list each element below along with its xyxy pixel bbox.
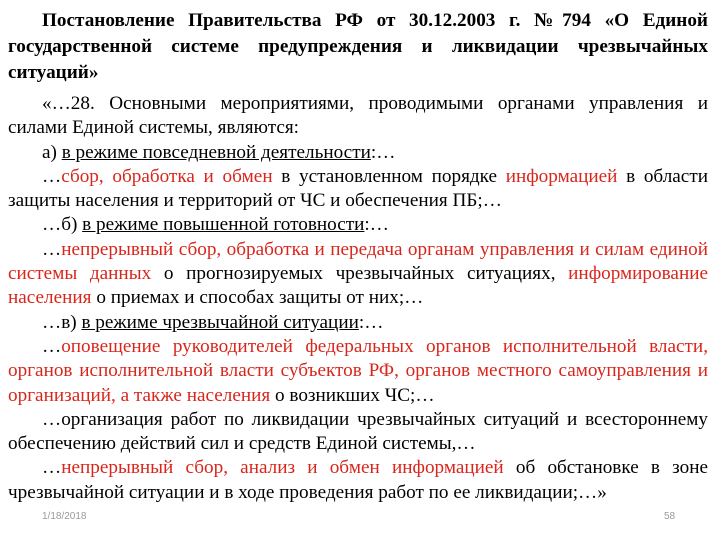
mode-c-item-3-lead: … [42,457,62,479]
mode-b-item-highlight-1: непрерывный сбор, обработка и передача органам управления и силам единой системы данных [8,238,708,285]
mode-b-name: в режиме повышенной готовности [82,214,365,236]
mode-b-item [8,238,708,311]
mode-a-item-highlight-2: информацией [505,165,618,187]
footer-page-number: 58 [664,511,676,522]
mode-c-item-2: …организация работ по ликвидации чрезвычайных ситуаций и всестороннему обеспечению действий сил и средств Единой системы,… [8,408,708,455]
mode-a-item-tail: в области защиты населения и территорий от ЧС и обеспечения ПБ;… [8,165,708,212]
mode-a-item-mid: в установленном порядке [272,165,506,187]
mode-a-heading [8,141,708,165]
mode-b-heading [8,213,708,237]
mode-c-item [8,335,708,408]
slide-content [8,8,708,505]
mode-b-prefix: …б) [42,214,83,236]
mode-b-item-mid: о прогнозируемых чрезвычайных ситуациях, [151,263,569,285]
mode-c-item-3-tail: об обстановке в зоне чрезвычайной ситуации и в ходе проведения работ по ее ликвидации;…» [8,457,708,503]
mode-b-suffix: :… [364,214,389,236]
intro-paragraph: «…28. Основными мероприятиями, проводимыми органами управления и силами Единой системы, являются: [8,93,708,139]
mode-a-name: в режиме повседневной деятельности [61,141,371,163]
mode-c-item-tail: о возникших ЧС;… [270,384,435,406]
mode-c-item-3-highlight: непрерывный сбор, анализ и обмен информацией [61,457,504,479]
mode-c-prefix: …в) [42,311,82,333]
mode-a-prefix: а) [42,141,62,163]
mode-c-heading [8,311,708,335]
mode-a-item-highlight-1: сбор, обработка и обмен [61,165,273,187]
mode-b-item-tail: о приемах и способах защиты от них;… [91,287,424,309]
mode-a-item-lead: … [42,165,62,187]
mode-a-item [8,165,708,214]
mode-c-item-lead: … [42,335,62,357]
document-title: Постановление Правительства РФ от 30.12.2003 г. №794 «О Единой государственной системе предупреждения и ликвидации чрезвычайных ситуаций» [8,10,708,83]
mode-b-item-lead: … [42,238,62,260]
footer-date: 1/18/2018 [42,511,87,522]
mode-a-suffix: :… [370,141,396,163]
mode-c-item-highlight: оповещение руководителей федеральных органов исполнительной власти, органов исполнительной власти субъектов РФ, органов местного самоуправления и организаций, а также населения [8,335,708,406]
mode-b-item-highlight-2: информирование населения [8,263,708,309]
mode-c-suffix: :… [358,311,384,333]
mode-c-item-3 [8,456,708,505]
mode-c-name: в режиме чрезвычайной ситуации [81,311,359,333]
